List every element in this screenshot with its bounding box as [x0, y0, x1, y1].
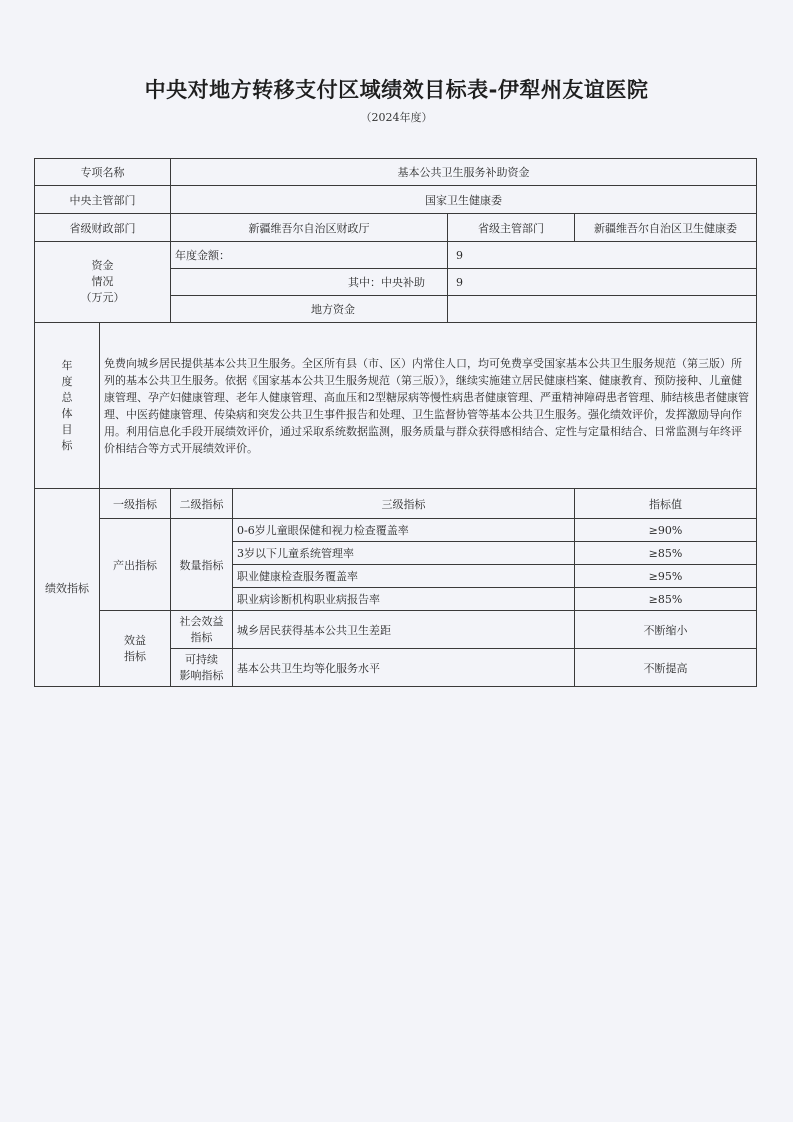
benefit-label-line1: 效益 [124, 633, 146, 647]
row-annual-amount [35, 242, 757, 269]
project-name-value: 基本公共卫生服务补助资金 [171, 159, 757, 186]
benefit-label-line2: 指标 [124, 649, 146, 663]
central-dept-value: 国家卫生健康委 [171, 186, 757, 214]
social-label-line2: 指标 [190, 630, 213, 644]
indicator-name: 城乡居民获得基本公共卫生差距 [233, 611, 575, 649]
funds-label-line2: 情况 [91, 275, 114, 288]
row-central-dept [35, 186, 757, 214]
row-indicator-header [35, 489, 757, 519]
col-level1-header: 一级指标 [100, 489, 171, 519]
indicator-name: 基本公共卫生均等化服务水平 [233, 649, 575, 687]
indicator-name: 0-6岁儿童眼保健和视力检查覆盖率 [233, 519, 575, 542]
indicator-value: ≥85% [575, 588, 757, 611]
indicator-value: 不断提高 [575, 649, 757, 687]
page-title: 中央对地方转移支付区域绩效目标表-伊犁州友谊医院 [144, 78, 649, 102]
indicator-value: ≥95% [575, 565, 757, 588]
indicator-value: 不断缩小 [575, 611, 757, 649]
row-annual-goal [35, 323, 757, 489]
annual-amount-value: 9 [448, 242, 757, 269]
sustain-label-line2: 影响指标 [179, 668, 224, 682]
indicator-value: ≥85% [575, 542, 757, 565]
row-prov-finance [35, 214, 757, 242]
project-name-label: 专项名称 [35, 159, 171, 186]
sustainable-impact-label [171, 649, 233, 687]
local-funds-label: 地方资金 [171, 296, 448, 323]
indicators-section-label: 绩效指标 [35, 489, 100, 687]
prov-finance-value: 新疆维吾尔自治区财政厅 [171, 214, 448, 242]
goal-label-char: 总 [61, 390, 73, 404]
table-row [35, 611, 757, 649]
funds-label-line3: （万元） [80, 291, 125, 304]
prov-dept-value: 新疆维吾尔自治区卫生健康委 [575, 214, 757, 242]
col-value-header: 指标值 [575, 489, 757, 519]
goal-label-char: 年 [61, 358, 73, 372]
col-level2-header: 二级指标 [171, 489, 233, 519]
goal-label-char: 度 [61, 374, 73, 388]
annual-amount-label: 年度金额： [171, 242, 448, 269]
goal-text [100, 323, 757, 489]
funds-label [35, 242, 171, 323]
performance-target-table [34, 158, 757, 687]
goal-label-char: 目 [61, 422, 73, 436]
local-funds-value [448, 296, 757, 323]
prov-dept-label: 省级主管部门 [448, 214, 575, 242]
col-level3-header: 三级指标 [233, 489, 575, 519]
central-dept-label: 中央主管部门 [35, 186, 171, 214]
central-subsidy-value: 9 [448, 269, 757, 296]
goal-label [35, 323, 100, 489]
quantity-indicator-label: 数量指标 [171, 519, 233, 611]
benefit-indicator-label [100, 611, 171, 687]
sustain-label-line1: 可持续 [185, 652, 218, 666]
social-label-line1: 社会效益 [179, 614, 224, 628]
prov-finance-label: 省级财政部门 [35, 214, 171, 242]
goal-label-char: 标 [61, 438, 73, 452]
indicator-name: 3岁以下儿童系统管理率 [233, 542, 575, 565]
goal-text-body: 免费向城乡居民提供基本公共卫生服务。全区所有县（市、区）内常住人口，均可免费享受国家基本公共卫生服务规范（第三版）所列的基本公共卫生服务。依据《国家基本公共卫生服务规范（第三版）》，继续实施建立居民健康档案、健康教育、预防接种、儿童健康管理、孕产妇健康管理、老年人健康管理、高血压和2型糖尿病等慢性病患者健康管理、严重精神障碍患者管理、肺结核患者健康管理、中医药健康管理、传染病和突发公共卫生事件报告和处理、卫生监督协管等基本公共卫生服务。强化绩效评价，发挥激励导向作用。利用信息化手段开展绩效评价，通过采取系统数据监测，服务质量与群众获得感相结合、定性与定量相结合、日常监测与年终评价相结合等方式开展绩效评价。 [104, 357, 749, 455]
goal-label-char: 体 [61, 406, 73, 420]
social-benefit-label [171, 611, 233, 649]
central-subsidy-label: 其中：中央补助 [171, 269, 448, 296]
funds-label-line1: 资金 [91, 259, 114, 272]
output-indicator-label: 产出指标 [100, 519, 171, 611]
table-row [35, 519, 757, 542]
indicator-value: ≥90% [575, 519, 757, 542]
indicator-name: 职业病诊断机构职业病报告率 [233, 588, 575, 611]
indicator-name: 职业健康检查服务覆盖率 [233, 565, 575, 588]
row-project-name [35, 159, 757, 186]
year-subtitle: （2024年度） [360, 111, 433, 124]
